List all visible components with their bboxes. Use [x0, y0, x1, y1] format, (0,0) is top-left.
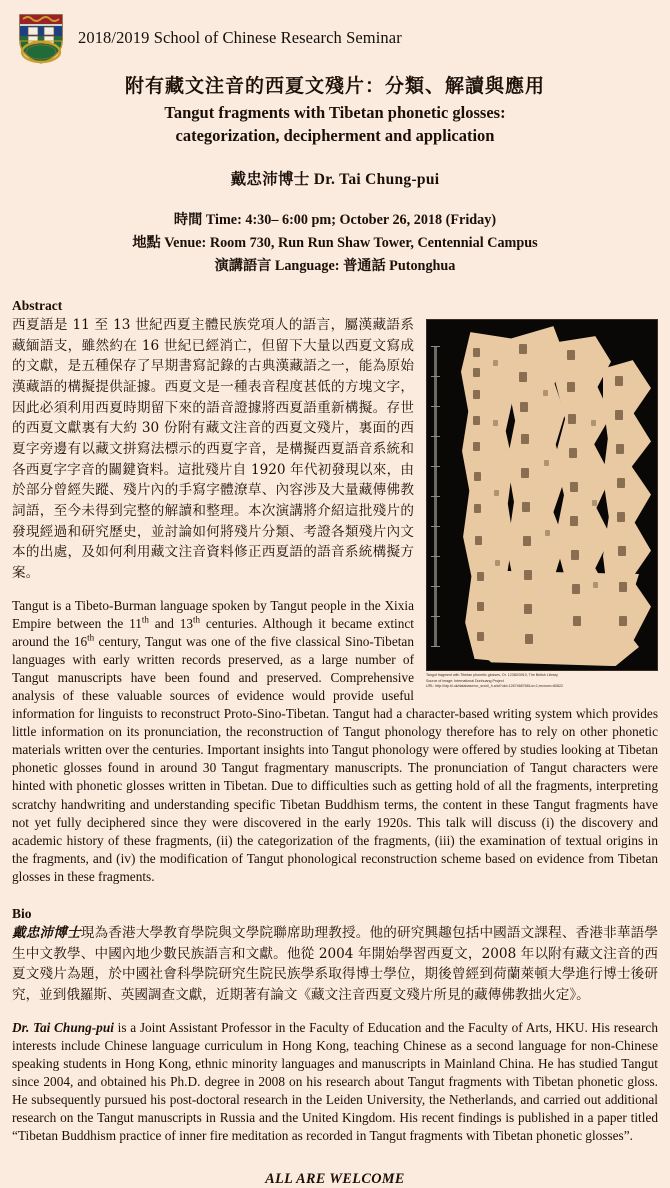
talk-title-chinese: 附有藏文注音的西夏文殘片：分類、解讀與應用	[124, 75, 545, 97]
bio-heading: Bio	[12, 905, 32, 921]
title-block	[12, 74, 658, 147]
abstract-heading: Abstract	[12, 298, 63, 314]
bio-english-lead: Dr. Tai Chung-pui	[12, 1019, 114, 1035]
all-are-welcome: ALL ARE WELCOME	[265, 1171, 405, 1188]
abstract-english: Tangut is a Tibeto-Burman language spoken by Tangut people in the Xixia Empire between the 11th and 13th centuries. Although it became extinct around the 16th century, Tangut was one of the five classical Sino-Tibetan languages with early written records preserved, as a large number of Tangut manuscripts have been found and preserved. Comprehensive analysis of these valuable sources of evidence would provide useful information for linguists to reconstruct Proto-Sino-Tibetan. Tangut had a character-based writing system which provides little information on its pronunciation, the reconstruction of Tangut phonology therefore has to rely on other phonetic materials written over the centuries. Important insights into Tangut phonology were offered by studies looking at Tibetan phonetic glosses found in around 30 Tangut fragmentary manuscripts. The pronunciation of Tangut characters were hinted with phonetic glosses written in Tibetan. Due to difficulties such as getting hold of all the fragments, interpreting scratchy handwriting and understanding specific Tibetan Buddhism terms, the content in these Tangut fragments have not yet fully deciphered since they were discovered in the early 1920s. This talk will discuss (i) the discovery and academic history of these fragments, (ii) the categorization of the fragments, (iii) the examination of textual origins in the fragments, and (iv) the modification of Tangut phonological reconstruction scheme based on evidence from Tibetan glosses in these fragments.	[12, 597, 658, 884]
bio-english	[12, 1019, 658, 1146]
figure-caption	[426, 673, 658, 690]
figure-caption-line1: Tangut fragment with Tibetan phonetic glosses, Or. 12380/3910, The British Library	[426, 673, 558, 678]
bio-chinese	[12, 923, 658, 1006]
event-language: 演講語言 Language: 普通話 Putonghua	[214, 258, 456, 275]
manuscript-photo	[426, 319, 658, 671]
talk-title-english-line2: categorization, decipherment and application	[175, 126, 495, 146]
bio-chinese-body: 現為香港大學教育學院與文學院聯席助理教授。他的研究興趣包括中國語文課程、香港非華語學生中文教學、中國內地少數民族語言和文獻。他從 2004 年開始學習西夏文，2008 年以附有藏文注音的西夏文殘片為題，於中國社會科學院研究生院民族學系取得博士學位，期後曾經到荷蘭萊頓大學進行博士後研究，並到俄羅斯、英國調查文獻，近期著有論文《藏文注音西夏文殘片所見的藏傳佛教拙火定》。	[12, 924, 659, 1003]
seminar-series-title: 2018/2019 School of Chinese Research Seminar	[78, 28, 402, 47]
figure-caption-line2: Source of image: International Dunhuang Project	[426, 678, 504, 683]
talk-title-english-line1: Tangut fragments with Tibetan phonetic glosses:	[164, 102, 506, 122]
hku-crest-icon	[16, 11, 66, 65]
event-logistics	[12, 209, 658, 278]
manuscript-figure	[426, 319, 658, 690]
abstract-chinese: 西夏語是 11 至 13 世紀西夏主體民族党項人的語言，屬漢藏語系藏緬語支，雖然約在 16 世紀已經消亡，但留下大量以西夏文寫成的文獻，是五種保存了早期書寫記錄的古典漢藏語之一，能為原始漢藏語的構擬提供証據。西夏文是一種表音程度甚低的方塊文字，因此必須利用西夏時期留下來的語音證據將西夏語重新構擬。存世的西夏文獻裏有大約 30 份附有藏文注音的西夏文殘片，裏面的西夏字旁邊有以藏文拼寫法標示的西夏字音，是構擬西夏語音系統和各西夏字字音的關鍵資料。這批殘片自 1920 年代初發現以來，由於部分曾經失蹤、殘片內的手寫字體潦草、內容涉及大量藏傳佛教詞語，至今未得到完整的解讀和整理。本次演講將介紹這批殘片的發現經過和研究歷史，並討論如何將殘片分類、考證各類殘片內文本的出處，及如何利用藏文注音資料修正西夏語的語音系統構擬方案。	[12, 317, 414, 582]
figure-caption-line3: URL: http://idp.bl.uk/database/oo_scroll_h.a4d?uid=12674687681or=1;recnum=80822	[426, 684, 563, 689]
event-time: 時間 Time: 4:30– 6:00 pm; October 26, 2018 (Friday)	[173, 212, 497, 229]
bio-chinese-lead: 戴忠沛博士	[12, 924, 81, 941]
bio-english-body: is a Joint Assistant Professor in the Faculty of Education and the Faculty of Arts, HKU. His research interests include Chinese language curriculum in Hong Kong, teaching Chinese as a second language for non-Chinese speaking students in Hong Kong, ethnic minority languages and manuscripts in Mainland China. He has studied Tangut since 2004, and obtained his Ph.D. degree in 2008 on his research about Tangut fragments with Tibetan phonetic gloss. He subsequently pursued his post-doctoral research in the Leiden University, the Netherlands, and carried out additional research on the Tangut manuscripts in Russia and the United Kingdom. His recent findings is published in a paper titled “Tibetan Buddhism practice of inner fire meditation as recorded in Tangut fragments with Tibetan phonetic glosses”.	[12, 1019, 658, 1144]
speaker-name: 戴忠沛博士 Dr. Tai Chung-pui	[230, 171, 440, 189]
event-venue: 地點 Venue: Room 730, Run Run Shaw Tower, Centennial Campus	[132, 235, 538, 252]
poster-header	[12, 0, 658, 62]
